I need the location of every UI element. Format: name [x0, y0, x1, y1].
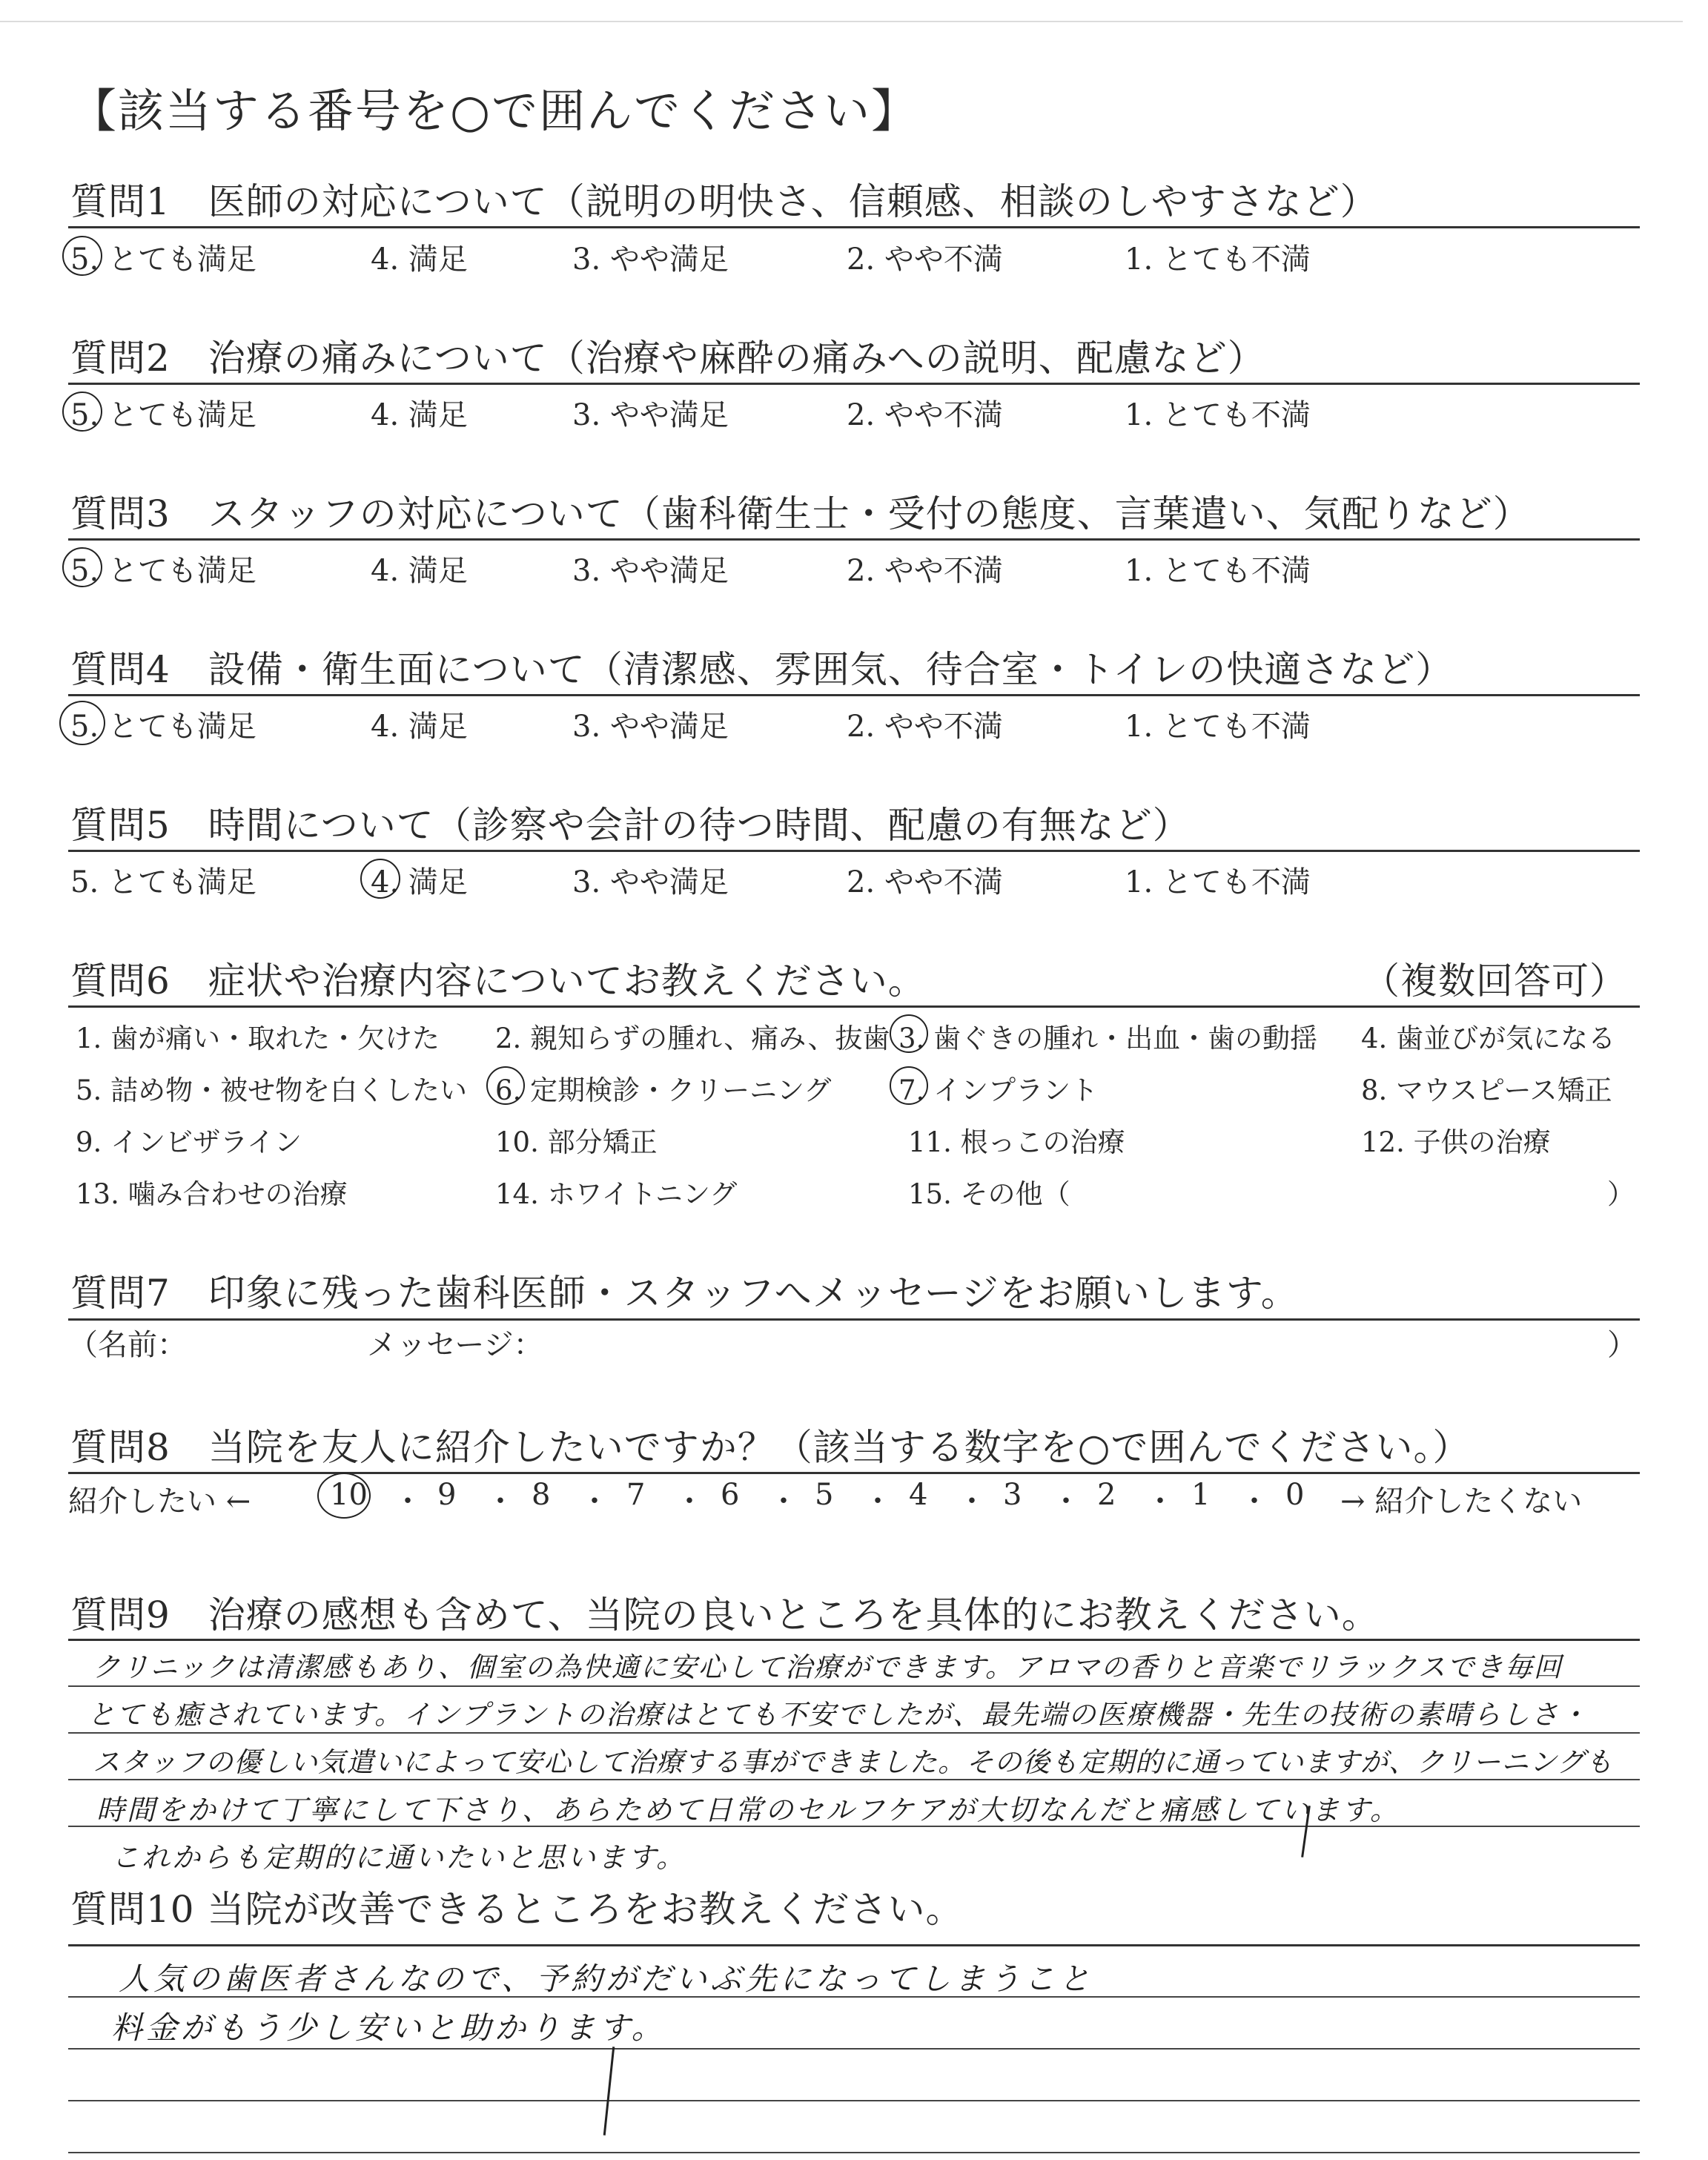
q9-answer-line-2: とても癒されています。インプラントの治療はとても不安でしたが、最先端の医療機器・先生の技術の素晴らしさ・: [87, 1699, 1589, 1731]
q6-item-5[interactable]: 5. 詰め物・被せ物を白くしたい: [76, 1074, 468, 1106]
handwriting-stroke: [603, 2047, 615, 2136]
q2-selection-circle: [62, 392, 102, 432]
q4-option-4[interactable]: 4. 満足: [371, 710, 468, 744]
q8-rule: [68, 1472, 1640, 1474]
q8-scale-1[interactable]: 1: [1191, 1478, 1211, 1512]
q4-option-2[interactable]: 2. やや不満: [847, 710, 1003, 744]
q4-option-5[interactable]: 5. とても満足: [70, 710, 256, 744]
q3-selection-circle: [62, 547, 102, 587]
q6-selection-circle-3: [890, 1014, 928, 1053]
q8-scale-3[interactable]: 3: [1003, 1478, 1022, 1512]
q6-selection-circle-6: [486, 1066, 525, 1105]
q4-option-1[interactable]: 1. とても不満: [1125, 710, 1311, 744]
page-top-edge: [0, 21, 1683, 22]
q8-scale-sep: ・: [675, 1484, 704, 1519]
q1-option-4[interactable]: 4. 満足: [371, 242, 468, 277]
q10-answer-line: [68, 2152, 1640, 2153]
q2-option-2[interactable]: 2. やや不満: [847, 398, 1003, 432]
q8-scale-6[interactable]: 6: [721, 1478, 740, 1512]
q3-rule: [68, 538, 1640, 541]
q6-title: 質問6 症状や治療内容についてお教えください。: [70, 960, 926, 1003]
q8-selection-circle: [317, 1473, 371, 1519]
q10-title: 質問10 当院が改善できるところをお教えください。: [70, 1888, 964, 1931]
q8-right-label: → 紹介したくない: [1340, 1484, 1583, 1519]
q3-option-4[interactable]: 4. 満足: [371, 554, 468, 588]
q6-item-12[interactable]: 12. 子供の治療: [1361, 1126, 1551, 1158]
q8-scale-sep: ・: [863, 1484, 893, 1519]
q6-selection-circle-7: [890, 1066, 928, 1105]
q6-item-1[interactable]: 1. 歯が痛い・取れた・欠けた: [76, 1023, 440, 1054]
q2-option-1[interactable]: 1. とても不満: [1125, 398, 1311, 432]
q1-option-5[interactable]: 5. とても満足: [70, 242, 256, 277]
q8-scale-sep: ・: [486, 1484, 515, 1519]
q8-scale-4[interactable]: 4: [909, 1478, 928, 1512]
q8-scale-2[interactable]: 2: [1097, 1478, 1116, 1512]
q10-rule: [68, 1944, 1640, 1946]
page-title: 【該当する番号を○で囲んでください】: [70, 84, 919, 138]
q8-scale-7[interactable]: 7: [626, 1478, 646, 1512]
q2-option-4[interactable]: 4. 満足: [371, 398, 468, 432]
q8-scale-sep: ・: [1051, 1484, 1081, 1519]
q9-answer-line: [68, 1685, 1640, 1687]
q6-item-7[interactable]: 7. インプラント: [898, 1074, 1099, 1106]
q4-title: 質問4 設備・衛生面について（清潔感、雰囲気、待合室・トイレの快適さなど）: [70, 648, 1454, 691]
q5-title: 質問5 時間について（診察や会計の待つ時間、配慮の有無など）: [70, 804, 1191, 847]
q6-item-10[interactable]: 10. 部分矯正: [495, 1126, 658, 1158]
q5-option-1[interactable]: 1. とても不満: [1125, 865, 1311, 899]
q4-rule: [68, 694, 1640, 696]
q4-option-3[interactable]: 3. やや満足: [572, 710, 729, 744]
q5-option-5[interactable]: 5. とても満足: [70, 865, 256, 899]
q6-item-9[interactable]: 9. インビザライン: [76, 1126, 302, 1158]
q9-answer-line-1: クリニックは清潔感もあり、個室の為快適に安心して治療ができます。アロマの香りと音楽でリラックスでき毎回: [93, 1651, 1563, 1683]
q7-name-label: （名前：: [68, 1328, 187, 1362]
q8-scale-sep: ・: [1145, 1484, 1175, 1519]
q9-title: 質問9 治療の感想も含めて、当院の良いところを具体的にお教えください。: [70, 1593, 1380, 1636]
q6-multiple-note: （複数回答可）: [1363, 960, 1627, 1003]
q7-title: 質問7 印象に残った歯科医師・スタッフへメッセージをお願いします。: [70, 1272, 1299, 1315]
q10-answer-line-1: 人気の歯医者さんなので、予約がだいぶ先になってしまうこと: [119, 1961, 1094, 1997]
q8-scale-9[interactable]: 9: [437, 1478, 457, 1512]
q8-scale-sep: ・: [580, 1484, 609, 1519]
q10-answer-line: [68, 2048, 1640, 2050]
q8-scale-sep: ・: [1239, 1484, 1269, 1519]
q6-item-8[interactable]: 8. マウスピース矯正: [1361, 1074, 1612, 1106]
q8-scale-8[interactable]: 8: [532, 1478, 551, 1512]
q1-option-2[interactable]: 2. やや不満: [847, 242, 1003, 277]
q2-option-5[interactable]: 5. とても満足: [70, 398, 256, 432]
q9-rule: [68, 1639, 1640, 1641]
q9-answer-line-4: 時間をかけて丁寧にして下さり、あらためて日常のセルフケアが大切なんだと痛感しています。: [96, 1794, 1400, 1826]
q8-scale-sep: ・: [769, 1484, 798, 1519]
q2-rule: [68, 383, 1640, 385]
q2-option-3[interactable]: 3. やや満足: [572, 398, 729, 432]
q3-title: 質問3 スタッフの対応について（歯科衛生士・受付の態度、言葉遣い、気配りなど）: [70, 492, 1531, 535]
q8-scale-sep: ・: [393, 1484, 423, 1519]
q6-item-6[interactable]: 6. 定期検診・クリーニング: [495, 1074, 832, 1106]
q6-item-3[interactable]: 3. 歯ぐきの腫れ・出血・歯の動揺: [898, 1023, 1318, 1054]
q5-option-4[interactable]: 4. 満足: [371, 865, 468, 899]
q6-rule: [68, 1005, 1640, 1008]
q4-selection-circle: [59, 701, 105, 745]
q10-answer-line: [68, 2100, 1640, 2101]
q8-scale-sep: ・: [957, 1484, 987, 1519]
q5-selection-circle: [360, 859, 400, 899]
q7-close-paren: ）: [1607, 1328, 1637, 1362]
q10-answer-line-2: 料金がもう少し安いと助かります。: [111, 2009, 666, 2046]
q8-scale-0[interactable]: 0: [1285, 1478, 1305, 1512]
q7-message-label: メッセージ：: [367, 1328, 543, 1362]
q8-scale-10[interactable]: 10: [330, 1478, 368, 1512]
q8-scale-5[interactable]: 5: [815, 1478, 834, 1512]
q5-option-2[interactable]: 2. やや不満: [847, 865, 1003, 899]
q6-item-4[interactable]: 4. 歯並びが気になる: [1361, 1023, 1616, 1054]
q6-item-15[interactable]: 15. その他（: [908, 1178, 1070, 1210]
q3-option-1[interactable]: 1. とても不満: [1125, 554, 1311, 588]
q1-selection-circle: [62, 236, 102, 276]
q3-option-5[interactable]: 5. とても満足: [70, 554, 256, 588]
q9-answer-line-5: これからも定期的に通いたいと思います。: [111, 1841, 686, 1874]
q2-title: 質問2 治療の痛みについて（治療や麻酔の痛みへの説明、配慮など）: [70, 337, 1265, 380]
q1-title: 質問1 医師の対応について（説明の明快さ、信頼感、相談のしやすさなど）: [70, 180, 1378, 223]
q8-left-label: 紹介したい ←: [68, 1484, 251, 1519]
q5-rule: [68, 850, 1640, 852]
q6-item-2[interactable]: 2. 親知らずの腫れ、痛み、抜歯: [495, 1023, 890, 1054]
q3-option-3[interactable]: 3. やや満足: [572, 554, 729, 588]
q5-option-3[interactable]: 3. やや満足: [572, 865, 729, 899]
q9-answer-line-3: スタッフの優しい気遣いによって安心して治療する事ができました。その後も定期的に通っていますが、クリーニングも: [93, 1746, 1614, 1778]
q9-answer-line: [68, 1732, 1640, 1734]
q7-rule: [68, 1318, 1640, 1321]
q6-item-14[interactable]: 14. ホワイトニング: [495, 1178, 738, 1210]
q1-option-3[interactable]: 3. やや満足: [572, 242, 729, 277]
q3-option-2[interactable]: 2. やや不満: [847, 554, 1003, 588]
q6-item-13[interactable]: 13. 噛み合わせの治療: [76, 1178, 348, 1210]
q6-item-11[interactable]: 11. 根っこの治療: [908, 1126, 1125, 1158]
q6-other-close: ）: [1607, 1178, 1635, 1210]
q1-rule: [68, 226, 1640, 228]
q8-title: 質問8 当院を友人に紹介したいですか？（該当する数字を○で囲んでください。）: [70, 1426, 1471, 1469]
q1-option-1[interactable]: 1. とても不満: [1125, 242, 1311, 277]
